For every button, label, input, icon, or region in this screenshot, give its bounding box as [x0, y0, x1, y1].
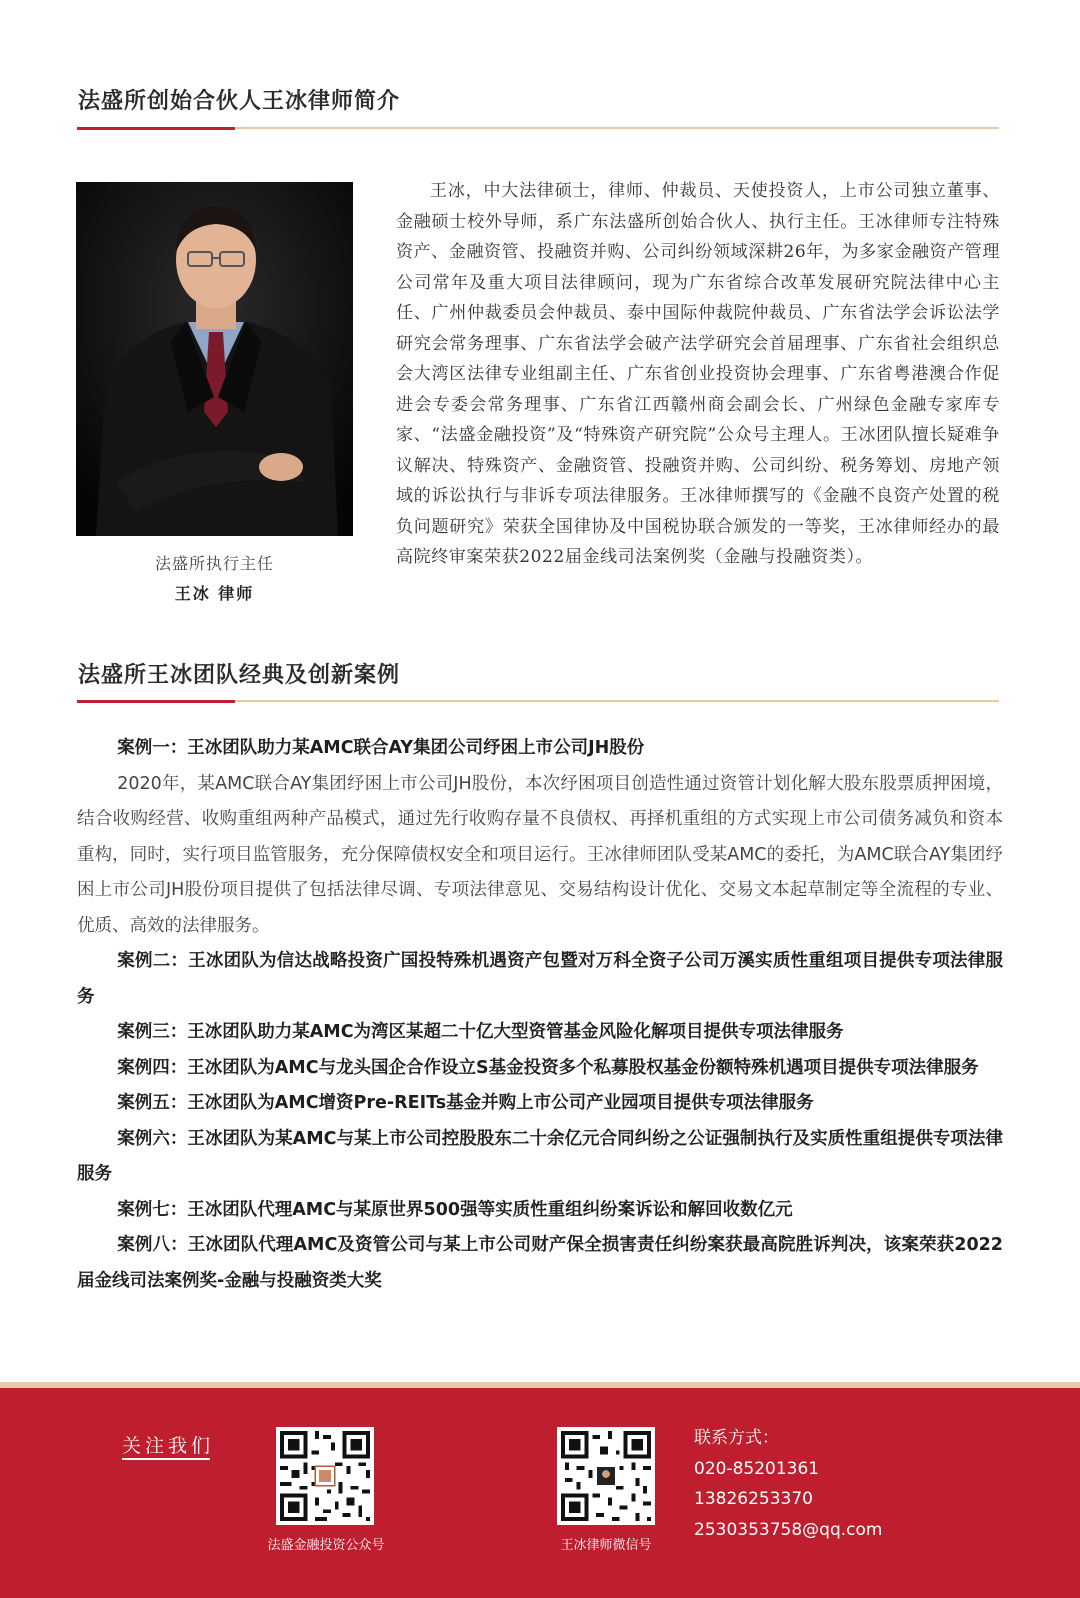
- photo-caption-role: 法盛所执行主任: [154, 554, 274, 573]
- section-divider: [77, 700, 999, 702]
- qr-label-wechat: 王冰律师微信号: [560, 1538, 652, 1553]
- case-list: [77, 731, 1003, 1299]
- case-1-body: 2020年，某AMC联合AY集团纾困上市公司JH股份，本次纾困项目创造性通过资管计划化解大股东股票质押困境，结合收购经营、收购重组两种产品模式，通过先行收购存量不良债权、再择机重组的方式实现上市公司债务减负和资本重构，同时，实行项目监管服务，充分保障债权安全和项目运行。王冰律师团队受某AMC的委托，为AMC联合AY集团纾困上市公司JH股份项目提供了包括法律尽调、专项法律意见、交易结构设计优化、交易文本起草制定等全流程的专业、优质、高效的法律服务。: [77, 773, 1003, 936]
- section-title-cases: 法盛所王冰团队经典及创新案例: [78, 663, 401, 688]
- photo-caption-name: 王冰 律师: [174, 584, 255, 603]
- section-title-profile: 法盛所创始合伙人王冰律师简介: [78, 89, 401, 114]
- qr-code-wechat[interactable]: [557, 1427, 655, 1525]
- contact-label: 联系方式：: [694, 1428, 779, 1448]
- portrait-photo: [76, 182, 353, 536]
- contact-block: [694, 1423, 882, 1545]
- contact-email[interactable]: 2530353758@qq.com: [694, 1519, 883, 1540]
- case-4-title: 案例四：王冰团队为AMC与龙头国企合作设立S基金投资多个私募股权基金份额特殊机遇项目提供专项法律服务: [117, 1057, 979, 1078]
- case-6-title: 案例六：王冰团队为某AMC与某上市公司控股股东二十余亿元合同纠纷之公证强制执行及实质性重组提供专项法律服务: [77, 1128, 1003, 1184]
- case-1-title: 案例一：王冰团队助力某AMC联合AY集团公司纾困上市公司JH股份: [117, 738, 645, 758]
- follow-us-underline: [122, 1458, 210, 1460]
- case-3-title: 案例三：王冰团队助力某AMC为湾区某超二十亿大型资管基金风险化解项目提供专项法律服务: [117, 1022, 844, 1042]
- case-2-title: 案例二：王冰团队为信达战略投资广国投特殊机遇资产包暨对万科全资子公司万溪实质性重组项目提供专项法律服务: [77, 951, 1003, 1007]
- case-7-title: 案例七：王冰团队代理AMC与某原世界500强等实质性重组纠纷案诉讼和解回收数亿元: [117, 1199, 793, 1220]
- bio-paragraph: 王冰，中大法律硕士，律师、仲裁员、天使投资人，上市公司独立董事、金融硕士校外导师，系广东法盛所创始合伙人、执行主任。王冰律师专注特殊资产、金融资管、投融资并购、公司纠纷领域深耕26年，为多家金融资产管理公司常年及重大项目法律顾问，现为广东省综合改革发展研究院法律中心主任、广州仲裁委员会仲裁员、泰中国际仲裁院仲裁员、广东省法学会诉讼法学研究会常务理事、广东省法学会破产法学研究会首届理事、广东省社会组织总会大湾区法律专业组副主任、广东省创业投资协会理事、广东省粤港澳合作促进会专委会常务理事、广东省江西赣州商会副会长、广州绿色金融专家库专家、“法盛金融投资”及“特殊资产研究院”公众号主理人。王冰团队擅长疑难争议解决、特殊资产、金融资管、投融资并购、公司纠纷、税务筹划、房地产领域的诉讼执行与非诉专项法律服务。王冰律师撰写的《金融不良资产处置的税负问题研究》荣获全国律协及中国税协联合颁发的一等奖，王冰律师经办的最高院终审案荣获2022届金线司法案例奖（金融与投融资类）。: [396, 181, 1000, 567]
- qr-code-official-account[interactable]: [276, 1427, 374, 1525]
- contact-phone-1[interactable]: 020-85201361: [694, 1458, 820, 1479]
- contact-phone-2[interactable]: 13826253370: [694, 1489, 813, 1509]
- footer: [0, 1382, 1080, 1598]
- qr-label-official-account: 法盛金融投资公众号: [267, 1538, 385, 1553]
- section-divider: [77, 127, 999, 129]
- case-8-title: 案例八：王冰团队代理AMC及资管公司与某上市公司财产保全损害责任纠纷案获最高院胜诉判决，该案荣获2022届金线司法案例奖-金融与投融资类大奖: [77, 1235, 1003, 1291]
- footer-top-stripe: [0, 1382, 1080, 1388]
- case-5-title: 案例五：王冰团队为AMC增资Pre-REITs基金并购上市公司产业园项目提供专项法律服务: [117, 1093, 814, 1113]
- follow-us-label: 关注我们: [122, 1435, 215, 1457]
